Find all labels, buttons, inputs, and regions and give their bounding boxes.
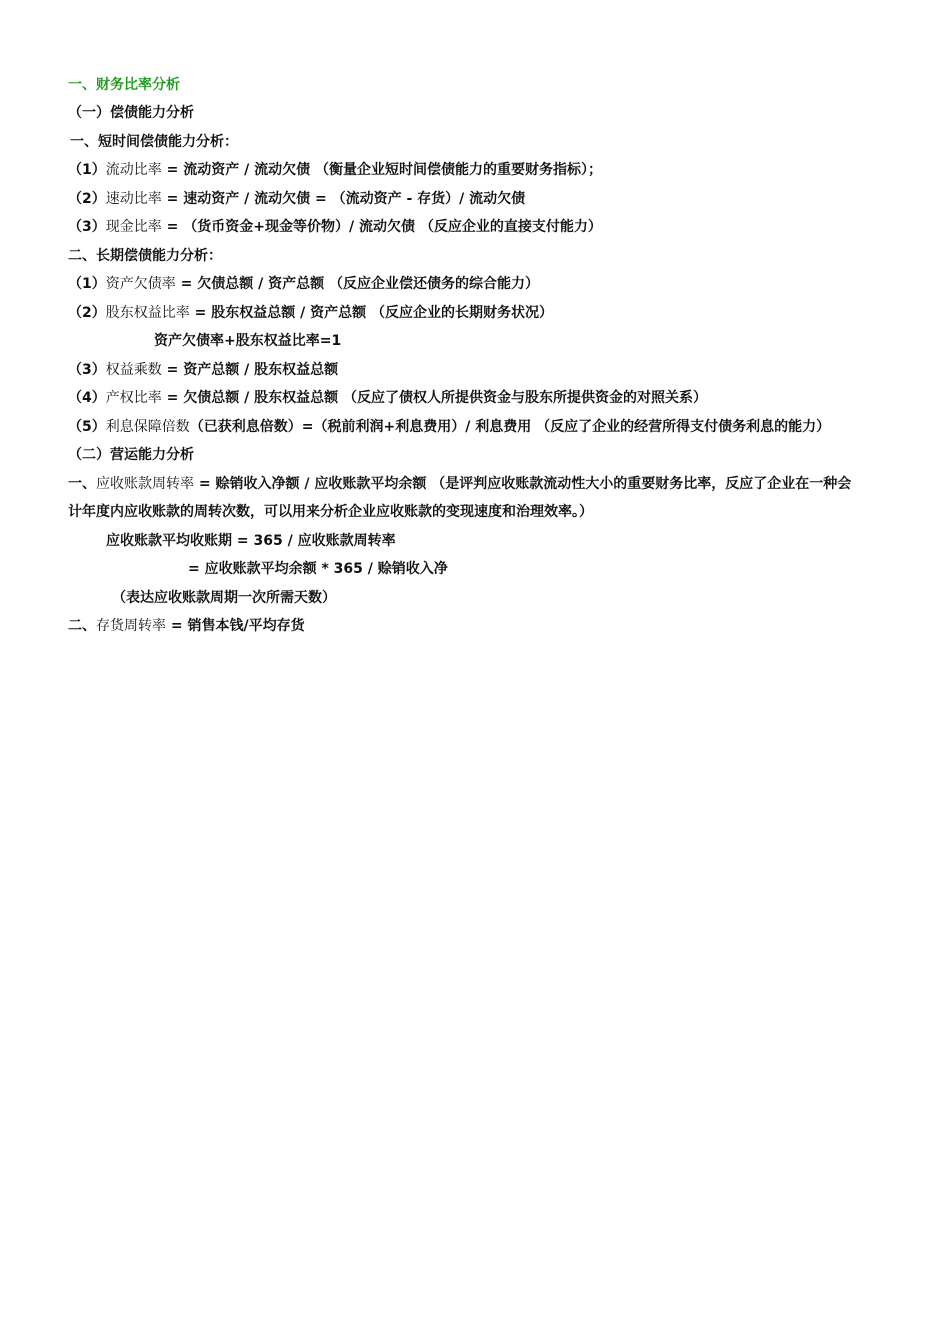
current-ratio-line	[68, 161, 602, 179]
equity-ratio-line	[68, 304, 553, 322]
formula: （已获利息倍数）=（税前利润+利息费用）/ 利息费用 （反应了企业的经营所得支付债务利息的能力）	[189, 419, 831, 435]
ratio-identity-note: 资产欠债率+股东权益比率=1	[154, 333, 342, 349]
quick-ratio-line	[68, 190, 525, 208]
debt-equity-ratio-line	[68, 389, 707, 407]
item-number: （1）	[68, 162, 106, 178]
term-name: 流动比率	[105, 162, 162, 178]
cash-ratio-line	[68, 218, 602, 236]
long-term-heading: 二、长期偿债能力分析：	[68, 248, 222, 264]
collection-period-line: 应收账款平均收账期 = 365 / 应收账款周转率	[106, 533, 396, 549]
interest-coverage-line	[68, 418, 830, 436]
term-name: 应收账款周转率	[96, 476, 194, 492]
formula: = 欠债总额 / 股东权益总额 （反应了债权人所提供资金与股东所提供资金的对照关系）	[161, 390, 707, 406]
formula: = 股东权益总额 / 资产总额 （反应企业的长期财务状况）	[189, 305, 553, 321]
formula: = 资产总额 / 股东权益总额	[161, 362, 339, 378]
term-name: 产权比率	[105, 390, 162, 406]
term-name: 股东权益比率	[105, 305, 190, 321]
equity-multiplier-line	[68, 361, 338, 379]
item-number: （2）	[68, 305, 106, 321]
section-operating-heading: （二）营运能力分析	[68, 447, 194, 463]
term-name: 现金比率	[105, 219, 162, 235]
receivables-turnover-continued: 计年度内应收账款的周转次数，可以用来分析企业应收账款的变现速度和治理效率。）	[68, 504, 593, 520]
item-number: （3）	[68, 219, 106, 235]
formula: = 流动资产 / 流动欠债 （衡量企业短时间偿债能力的重要财务指标）；	[161, 162, 602, 178]
collection-period-note: （表达应收账款周期一次所需天数）	[112, 590, 336, 606]
collection-period-alt-line: = 应收账款平均余额 * 365 / 赊销收入净	[188, 561, 448, 577]
item-number: （5）	[68, 419, 106, 435]
page-heading: 一、财务比率分析	[68, 77, 180, 93]
inventory-turnover-line	[68, 617, 305, 635]
term-name: 资产欠债率	[105, 276, 176, 292]
formula: = 欠债总额 / 资产总额 （反应企业偿还债务的综合能力）	[175, 276, 539, 292]
short-term-heading: 一、短时间偿债能力分析：	[70, 134, 238, 150]
item-number: 一、	[68, 476, 96, 492]
term-name: 速动比率	[105, 191, 162, 207]
item-number: （4）	[68, 390, 106, 406]
item-number: （3）	[68, 362, 106, 378]
formula: = 速动资产 / 流动欠债 = （流动资产 - 存货）/ 流动欠债	[161, 191, 526, 207]
formula: = 销售本钱/平均存货	[166, 618, 305, 634]
term-name: 存货周转率	[96, 618, 166, 634]
item-number: 二、	[68, 618, 96, 634]
item-number: （1）	[68, 276, 106, 292]
debt-ratio-line	[68, 275, 539, 293]
term-name: 权益乘数	[105, 362, 162, 378]
term-name: 利息保障倍数	[105, 419, 190, 435]
formula: = （货币资金+现金等价物）/ 流动欠债 （反应企业的直接支付能力）	[161, 219, 602, 235]
formula: = 赊销收入净额 / 应收账款平均余额 （是评判应收账款流动性大小的重要财务比率，反应了企业在一种会	[194, 476, 852, 492]
receivables-turnover-line	[68, 475, 851, 493]
item-number: （2）	[68, 191, 106, 207]
section-solvency-heading: （一）偿债能力分析	[68, 105, 194, 121]
